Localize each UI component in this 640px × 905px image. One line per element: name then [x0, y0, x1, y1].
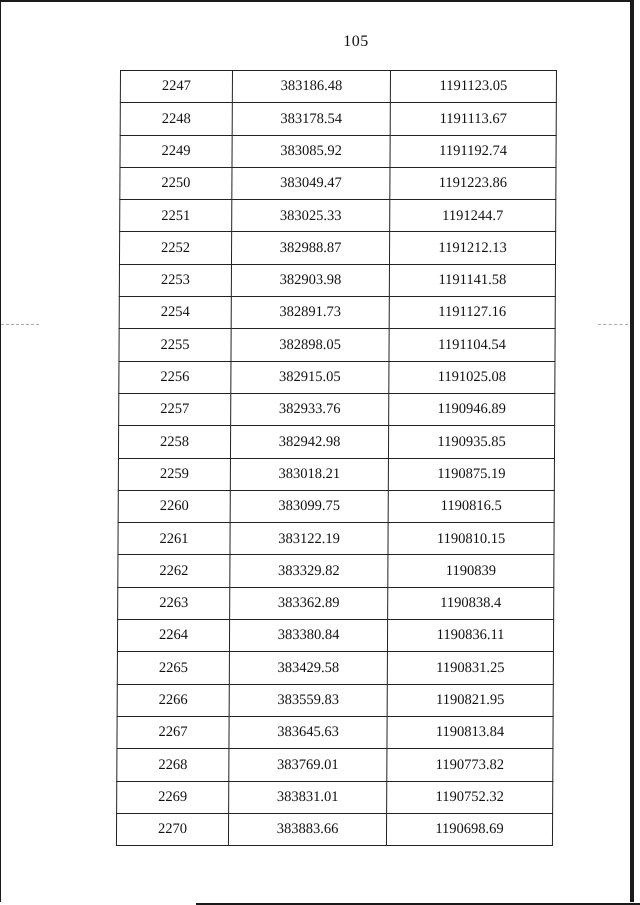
x-coordinate-cell: 383883.66 [228, 813, 386, 845]
point-number-cell: 2253 [119, 264, 231, 296]
table-row [117, 684, 553, 716]
y-coordinate-cell: 1191192.74 [390, 135, 556, 167]
point-number-cell: 2255 [119, 329, 231, 361]
x-coordinate-cell: 382942.98 [230, 426, 388, 458]
y-coordinate-cell: 1190875.19 [388, 458, 554, 490]
table-row [119, 264, 555, 296]
y-coordinate-cell: 1191244.7 [390, 200, 556, 232]
x-coordinate-cell: 382891.73 [231, 297, 389, 329]
x-coordinate-cell: 382903.98 [231, 264, 389, 296]
y-coordinate-cell: 1190698.69 [386, 813, 552, 845]
table-row [118, 458, 554, 490]
x-coordinate-cell: 383178.54 [232, 103, 390, 135]
y-coordinate-cell: 1190813.84 [387, 716, 553, 748]
table-row [118, 490, 554, 522]
x-coordinate-cell: 383329.82 [230, 555, 388, 587]
point-number-cell: 2268 [117, 749, 229, 781]
y-coordinate-cell: 1190821.95 [387, 684, 553, 716]
table-row [119, 297, 555, 329]
x-coordinate-cell: 383559.83 [229, 684, 387, 716]
table-row [120, 200, 556, 232]
point-number-cell: 2250 [120, 167, 232, 199]
point-number-cell: 2266 [117, 684, 229, 716]
point-number-cell: 2249 [120, 135, 232, 167]
point-number-cell: 2251 [120, 200, 232, 232]
point-number-cell: 2252 [119, 232, 231, 264]
point-number-cell: 2254 [119, 297, 231, 329]
table-row [120, 167, 556, 199]
y-coordinate-cell: 1190836.11 [387, 620, 553, 652]
y-coordinate-cell: 1190810.15 [388, 523, 554, 555]
point-number-cell: 2263 [118, 587, 230, 619]
coordinate-table [116, 70, 557, 846]
y-coordinate-cell: 1190839 [388, 555, 554, 587]
table-row [120, 71, 556, 103]
y-coordinate-cell: 1190935.85 [388, 426, 554, 458]
left-margin-mark [1, 324, 39, 326]
point-number-cell: 2248 [120, 103, 232, 135]
x-coordinate-cell: 383362.89 [230, 587, 388, 619]
point-number-cell: 2265 [117, 652, 229, 684]
y-coordinate-cell: 1191113.67 [390, 103, 556, 135]
table-row [119, 393, 555, 425]
point-number-cell: 2256 [119, 361, 231, 393]
y-coordinate-cell: 1190838.4 [388, 587, 554, 619]
point-number-cell: 2258 [118, 426, 230, 458]
y-coordinate-cell: 1190773.82 [387, 749, 553, 781]
y-coordinate-cell: 1191104.54 [389, 329, 555, 361]
x-coordinate-cell: 383380.84 [229, 620, 387, 652]
table-row [119, 329, 555, 361]
point-number-cell: 2261 [118, 523, 230, 555]
x-coordinate-cell: 382915.05 [231, 361, 389, 393]
table-row [119, 361, 555, 393]
x-coordinate-cell: 382933.76 [231, 393, 389, 425]
table-row [119, 232, 555, 264]
point-number-cell: 2257 [119, 393, 231, 425]
y-coordinate-cell: 1191123.05 [390, 71, 556, 103]
table-row [117, 652, 553, 684]
x-coordinate-cell: 383049.47 [232, 167, 390, 199]
point-number-cell: 2259 [118, 458, 230, 490]
point-number-cell: 2247 [120, 71, 232, 103]
right-margin-mark [598, 324, 628, 326]
point-number-cell: 2262 [118, 555, 230, 587]
y-coordinate-cell: 1190831.25 [387, 652, 553, 684]
y-coordinate-cell: 1191127.16 [389, 297, 555, 329]
table-row [117, 749, 553, 781]
y-coordinate-cell: 1191223.86 [390, 167, 556, 199]
table-row [118, 555, 554, 587]
coordinate-table-body [116, 71, 556, 846]
table-row [118, 523, 554, 555]
y-coordinate-cell: 1191212.13 [389, 232, 555, 264]
table-row [118, 426, 554, 458]
table-row [117, 716, 553, 748]
x-coordinate-cell: 383831.01 [229, 781, 387, 813]
x-coordinate-cell: 382988.87 [231, 232, 389, 264]
x-coordinate-cell: 383018.21 [230, 458, 388, 490]
x-coordinate-cell: 383122.19 [230, 523, 388, 555]
y-coordinate-cell: 1190816.5 [388, 490, 554, 522]
point-number-cell: 2267 [117, 716, 229, 748]
page-number: 105 [343, 33, 369, 50]
y-coordinate-cell: 1191141.58 [389, 264, 555, 296]
x-coordinate-cell: 383769.01 [229, 749, 387, 781]
x-coordinate-cell: 383186.48 [232, 71, 390, 103]
y-coordinate-cell: 1190946.89 [389, 393, 555, 425]
point-number-cell: 2264 [117, 620, 229, 652]
x-coordinate-cell: 383085.92 [232, 135, 390, 167]
point-number-cell: 2260 [118, 490, 230, 522]
table-row [117, 620, 553, 652]
table-row [120, 135, 556, 167]
y-coordinate-cell: 1190752.32 [387, 781, 553, 813]
point-number-cell: 2269 [117, 781, 229, 813]
x-coordinate-cell: 383429.58 [229, 652, 387, 684]
y-coordinate-cell: 1191025.08 [389, 361, 555, 393]
x-coordinate-cell: 382898.05 [231, 329, 389, 361]
table-row [117, 781, 553, 813]
point-number-cell: 2270 [116, 813, 228, 845]
coordinate-table-wrapper [116, 70, 556, 846]
table-row [120, 103, 556, 135]
x-coordinate-cell: 383025.33 [232, 200, 390, 232]
table-row [118, 587, 554, 619]
x-coordinate-cell: 383645.63 [229, 716, 387, 748]
table-row [116, 813, 552, 845]
x-coordinate-cell: 383099.75 [230, 490, 388, 522]
